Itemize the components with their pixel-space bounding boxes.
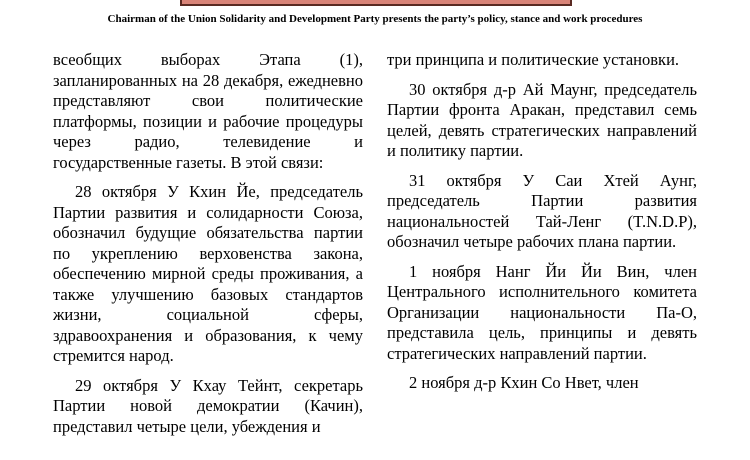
article-paragraph: всеобщих выборах Этапа (1), запланированных на 28 декабря, ежедневно представляют свои политические платформы, позиции и рабочие процедуры через радио, телевидение и государственные газеты. В этой связи:	[53, 50, 363, 172]
article-column-right	[387, 50, 697, 403]
article-paragraph: 29 октября У Кхау Тейнт, секретарь Партии новой демократии (Качин), представил четыре цели, убеждения и	[53, 375, 363, 436]
article-paragraph: 30 октября д-р Ай Маунг, председатель Партии фронта Аракан, представил семь целей, девять стратегических направлений и политику партии.	[387, 79, 697, 160]
article-paragraph: 2 ноября д-р Кхин Со Нвет, член	[409, 373, 639, 392]
photo-caption: Chairman of the Union Solidarity and Development Party presents the party’s policy, stance and work procedures	[107, 13, 643, 25]
article-paragraph: 31 октября У Саи Хтей Аунг, председатель Партии развития национальностей Тай-Ленг (T.N.D.P), обозначил четыре рабочих плана партии.	[387, 170, 697, 251]
article-paragraph: 1 ноября Нанг Йи Йи Вин, член Центрального исполнительного комитета Организации национальности Па-О, представила цель, принципы и девять стратегических направлений партии.	[387, 261, 697, 363]
article-paragraph: 28 октября У Кхин Йе, председатель Партии развития и солидарности Союза, обозначил будущие обязательства партии по укреплению верховенства закона, обеспечению мирной среды проживания, а также улучшению базовых стандартов жизни, социальной сферы, здравоохранения и образования, к чему стремится народ.	[53, 182, 363, 365]
party-chairman-photo	[180, 0, 572, 6]
article-column-left	[53, 50, 363, 446]
article-paragraph: три принципа и политические установки.	[387, 50, 680, 69]
